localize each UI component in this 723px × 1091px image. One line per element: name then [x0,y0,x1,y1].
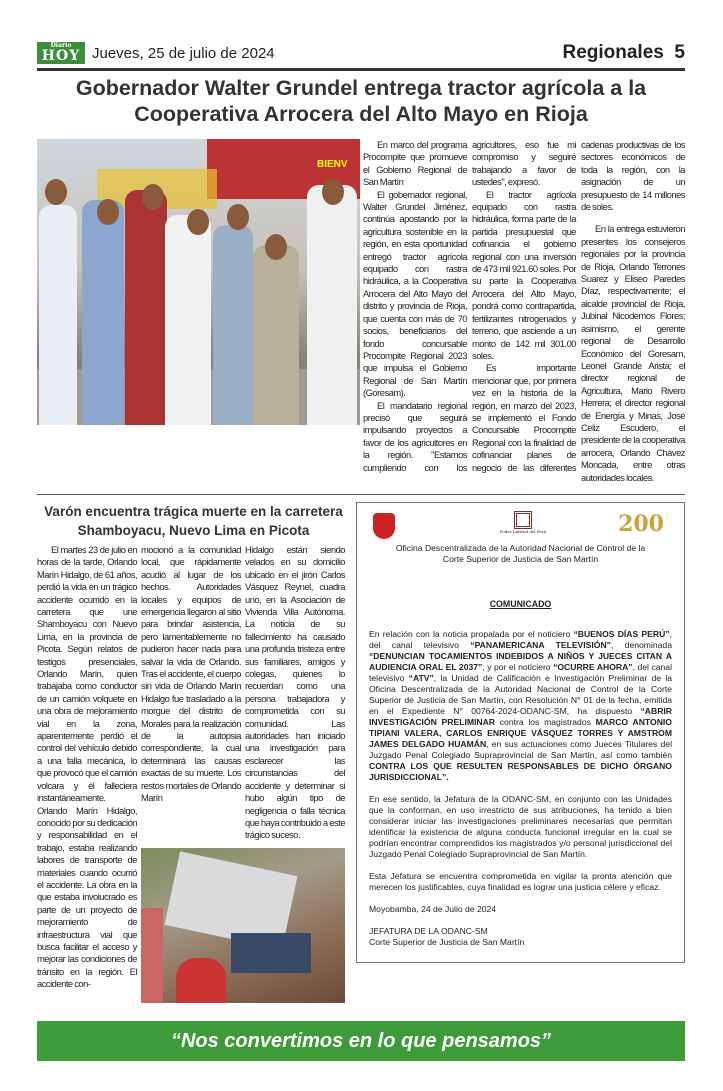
article1-paragraph: El mandatario regional precisó que seguirá impulsando proyectos a favor de los agricultores en la región. "Estamos cumpliendo con los agricultores, eso fue mi compromiso y seguiré trabajando a favor de ustedes", expresó. [363,139,576,473]
notice-text-segment: En relación con la noticia propalada por el noticiero [369,628,574,639]
article1-paragraph: El tractor agrícola equipado con rastra hidráulica, forma parte de la partida presupuestal que cofinancia el gobierno regional con una inversión de 473 mil 921.60 soles. Por su parte la Cooperativa Arrocera del Alto Mayo, pondrá como contrapartida, fertilizantes nitrogenados y terreno, que asciende a un monto de 142 mil 301.00 soles. [472,188,576,361]
notice-title: COMUNICADO [489,598,552,609]
notice-logos [369,511,672,541]
article1-lead: En marco del programa Procompite que promueve el Gobierno Regional de San Martín [363,139,467,188]
notice-text-segment: “BUENOS DÍAS PERÚ” [573,628,670,639]
diario-hoy-logo [37,42,85,64]
header-rule [37,68,685,71]
notice-text-segment: “ABRIR INVESTIGACIÓN PRELIMINAR [369,705,672,727]
section-label [562,42,685,64]
article1-paragraph: Es importante mencionar que, por primera vez en la historia de la región, en marzo del 2023, se implementó el Fondo Concursable Procompite Regional con la finalidad de cofinanciar planes de negocio de las diferentes cadenas productivas de los sectores económicos de toda la región, con la asignación de un presupuesto de 14 millones de soles. [472,139,685,473]
notice-text-segment: , del canal televisivo [369,661,672,683]
article2 [37,502,350,1003]
notice-office: Oficina Descentralizada de la Autoridad Nacional de Control de la Corte Superior de Justicia de San Martín [395,542,646,564]
article2-columns [37,544,350,1003]
signature-line-2: Corte Superior de Justicia de San Martín [369,936,525,947]
signature-line-1: JEFATURA DE LA ODANC-SM [369,925,488,936]
masthead [37,41,685,65]
notice-text-segment: MARCO ANTONIO TIPIANI VALERA, CARLOS ENRIQUE VÁSQUEZ TORRES Y AMSTROM JAMES DELGADO HUAMÁN [369,716,672,749]
section-name: Regionales [562,42,664,63]
article2-headline: Varón encuentra trágica muerte en la carretera Shamboyacu, Nuevo Lima en Picota [44,503,343,538]
notice-text-segment: “OCURRE AHORA” [553,661,633,672]
article2-paragraph: mocionó a la comunidad local, que rápidamente acudió al lugar de los hechos. Autoridades locales y equipos de emergencia llegaron al sitio para brindar asistencia, pero lamentablemente no pudieron hacer nada para salvar la vida de Orlando. Tras el accidente, el cuerpo sin vida de Orlando Marín Hidalgo fue trasladado a la morgue del distrito de Morales para la realización de la autopsia correspondiente, la cual determinará las causas exactas de su muerte. Los restos mortales de Orlando Marín [141,543,241,804]
notice-text-segment: contra los magistrados [495,716,596,727]
tractor-delivery-photo [37,139,360,425]
logo-small-text: Diario [50,42,72,49]
main-headline: Gobernador Walter Grundel entrega tractor agrícola a la Cooperativa Arrocera del Alto Mayo en Rioja [75,76,647,126]
overturned-truck-photo [141,848,345,1003]
article2-column-2 [141,544,241,842]
article2-column-1 [37,544,137,1003]
article2-paragraph: El martes 23 de julio en horas de la tarde, Orlando Marín Hidalgo, de 61 años, perdió la vida en un trágico accidente ocurrido en la carretera que une Shamboyacu con Nuevo Lima, en la provincia de Picota. Según relatos de testigos presenciales, Orlando Marín, quien trabajaba como conductor de un camión volquete en una obra de mejoramiento vial en la zona, aparentemente perdió el control del vehículo debido a una falla mecánica, lo que provocó que el camión volcara y él falleciera instantáneamente. Orlando Marín Hidalgo, conocido por su dedicación y responsabilidad en el trabajo, estaba realizando labores de transporte de materiales cuando ocurrió el accidente. La obra en la que estaba involucrado es parte de un proyecto de mejoramiento de infraestructura vial que busca facilitar el acceso y mejorar las condiciones de tránsito en la región. El accidente con- [37,543,137,990]
page-number: 5 [674,42,685,63]
notice-paragraph-3: Esta Jefatura se encuentra comprometida en vigilar la pronta atención que merecen los justificables, cuya finalidad es lograr una justicia célere y eficaz. [369,870,672,892]
article1-body [363,139,685,484]
notice-text-segment: CONTRA LOS QUE RESULTEN RESPONSABLES DE DICHO ÓRGANO JURISDICCIONAL”. [369,760,672,782]
notice-text-segment: “DENUNCIAN TOCAMIENTOS INDEBIDOS A NIÑOS Y JUECES CITAN A AUDIENCIA ORAL EL 2037” [369,650,672,672]
article2-column-3 [245,544,345,842]
poder-judicial-text: Poder Judicial del Perú [499,528,547,534]
notice-date: Moyobamba, 24 de Julio de 2024 [369,903,497,914]
notice-text-segment: , del canal televisivo [369,628,672,650]
notice-text-segment: , la Unidad de Calificación e Investigación Preliminar de la Oficina Descentralizada de la Autoridad Nacional de Control de la Corte Superior de Justicia de San Martín, con Resolución N° 01 de la fecha, emitida en el Expediente N° 00764-2024-ODANC-SM, ha dispuesto [369,672,673,716]
notice-paragraph-2: En ese sentido, la Jefatura de la ODANC-SM, en conjunto con las Unidades que la conforman, en uso irrestricto de sus atribuciones, ha tenido a bien considerar iniciar las investigaciones preliminares necesarias que permitan identificar la existencia de alguna conducta funcional irregular en la cual se podrían encontrar comprendidos los magistrados y/o personal jurisdiccional del Juzgado Penal Colegiado Supraprovincial de San Martín. [369,793,672,859]
slogan-banner: “Nos convertimos en lo que pensamos” [37,1021,685,1061]
article1-paragraph: En la entrega estuvieron presentes los consejeros regionales por la provincia de Rioja, Orlando Terrones Suarez y Eliseo Paredes Díaz, respectivamente; el alcalde provincial de Rioja, Jubinal Nicodemos Flores; asimismo, el gerente regional de Desarrollo Económico del Goresam, Leonel Grande Arista; el director regional de Agricultura, Mario Rivero Herrera; el director regional de Energía y Minas, José Celiz Escudero, el presidente de la cooperativa arrocera, Orlando Chávez Moncada, entre otras autoridades locales. [581,223,685,483]
notice-signature [369,926,672,948]
article1 [37,139,685,484]
comunicado-notice [356,502,685,963]
article1-paragraph: El gobernador regional, Walter Grundel Jiménez, continúa apostando por la agricultura sostenible en la región, en esta oportunidad entregó tractor agrícola equipado con rastra hidráulica, a la Cooperativa Arrocera del Alto Mayo del distrito y provincia de Rioja, que cuenta con más de 70 socios, beneficiarios del fondo concursable Procompite Regional 2023 que impulsa el Gobierno Regional de San Martín (Goresam). [363,188,467,399]
peru-coat-of-arms-icon [373,513,395,539]
notice-text-segment: , y por el noticiero [482,661,554,672]
article2-paragraph: Hidalgo están siendo velados en su domicilio ubicado en el jirón Carlos Vásquez Reynel, cuadra uno, en la Asociación de Vivienda Villa Autónoma. La noticia de su fallecimiento ha causado una profunda tristeza entre sus familiares, amigos y colegas, quienes lo recuerdan como una persona trabajadora y comprometida con su comunidad. Las autoridades han iniciado una investigación para esclarecer las circunstancias del accidente y determinar si hubo algún tipo de negligencia o falla técnica que haya contribuido a este trágico suceso. [245,543,345,841]
notice-paragraph-1 [369,629,672,783]
section-divider [37,494,685,495]
notice-text-segment: , en sus actuaciones como Jueces Titulares del Juzgado Penal Colegiado Supraprovincial de San Martín, así como también [369,738,672,760]
notice-text-segment: , denominada [610,639,672,650]
notice-text-segment: “PANAMERICANA TELEVISIÓN” [470,639,611,650]
photo-banner-text: BIENV [317,159,348,170]
poder-judicial-logo [493,511,553,534]
bicentennial-logo: 200 [618,510,664,537]
notice-text-segment: “ATV” [408,672,434,683]
lower-section [37,502,685,1003]
logo-big-text: HOY [41,48,81,64]
issue-date: Jueves, 25 de julio de 2024 [92,44,275,62]
